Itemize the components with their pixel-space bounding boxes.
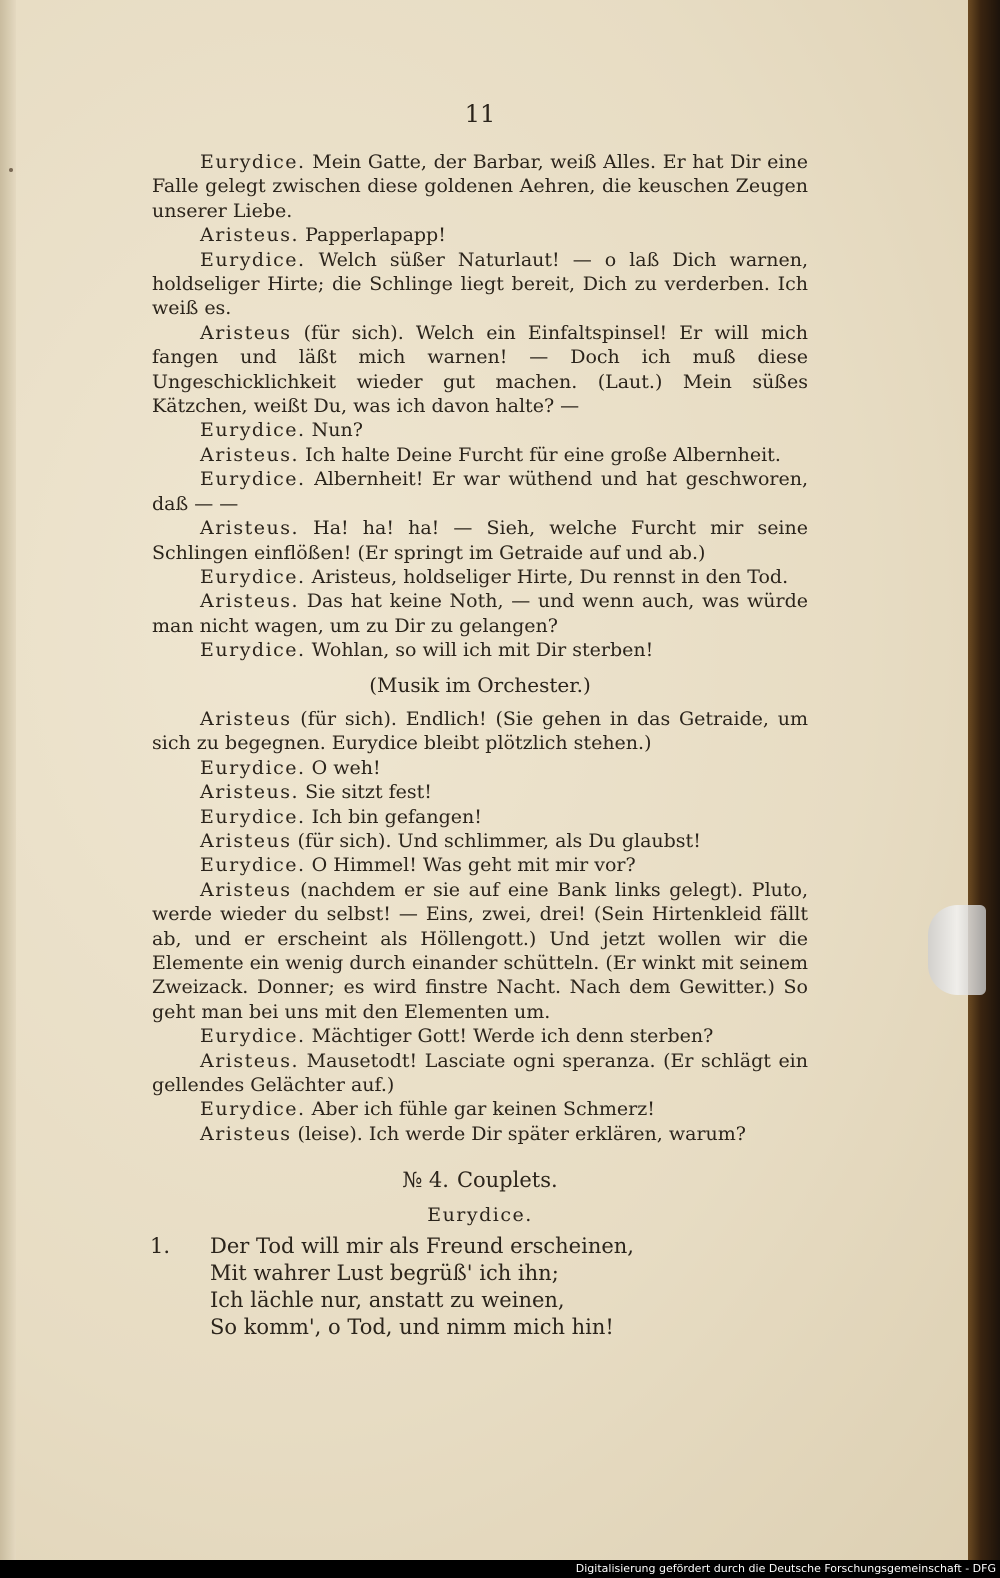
speaker-name: Eurydice. (200, 805, 306, 828)
dialogue-line (152, 516, 808, 565)
dialogue-line (152, 565, 808, 589)
stage-direction-music: (Musik im Orchester.) (369, 672, 591, 697)
dialogue-line (152, 589, 808, 638)
speaker-name: Aristeus. (200, 1049, 300, 1072)
dialogue-text: (leise). Ich werde Dir später erklären, warum? (297, 1122, 746, 1145)
dialogue-line (152, 467, 808, 516)
dialogue-line (152, 780, 808, 804)
speaker-name: Aristeus (200, 829, 292, 852)
dialogue-text: (für sich). Und schlimmer, als Du glaubst! (297, 829, 701, 852)
dialogue-text: O Himmel! Was geht mit mir vor? (311, 854, 636, 877)
dialogue-text: (für sich). Welch ein Einfaltspinsel! Er will mich fangen und läßt mich warnen! — Doch ich muß diese Ungeschicklichkeit wieder gut machen. (Laut.) Mein süßes Kätzchen, weißt Du, was ich davon halte? — (152, 321, 808, 418)
footer-bar (0, 1560, 1000, 1578)
song-role: Eurydice. (427, 1203, 533, 1226)
speaker-name: Eurydice. (200, 1098, 306, 1121)
speaker-name: Aristeus. (200, 517, 300, 540)
dialogue-line (152, 248, 808, 321)
dialogue-line (152, 707, 808, 756)
page-tab-clip (928, 905, 986, 995)
dialogue-line (152, 443, 808, 467)
book-spine (968, 0, 1000, 1560)
footer-credit: Digitalisierung gefördert durch die Deutsche Forschungsgemeinschaft - DFG (575, 1562, 996, 1575)
dialogue-line (152, 1024, 808, 1048)
dialogue-text: Mächtiger Gott! Werde ich denn sterben? (311, 1025, 714, 1048)
dialogue-line (152, 1097, 808, 1121)
page-body (152, 150, 808, 1341)
dialogue-text: Aristeus, holdseliger Hirte, Du rennst in den Tod. (311, 565, 789, 588)
verse-line: So komm', o Tod, und nimm mich hin! (210, 1315, 614, 1340)
dialogue-text: Nun? (311, 419, 363, 442)
dialogue-text: Sie sitzt fest! (305, 781, 432, 804)
speaker-name: Aristeus. (200, 224, 300, 247)
dialogue-text: Albernheit! Er war wüthend und hat geschworen, daß — — (152, 468, 808, 515)
dialogue-text: Mausetodt! Lasciate ogni speranza. (Er schlägt ein gellendes Gelächter auf.) (152, 1049, 809, 1097)
dialogue-line (152, 878, 808, 1024)
speaker-name: Aristeus (200, 321, 292, 344)
speaker-name: Eurydice. (200, 1025, 306, 1048)
verse-number: 1. (150, 1234, 171, 1259)
speaker-name: Aristeus (200, 707, 292, 730)
speaker-name: Eurydice. (200, 756, 306, 779)
dialogue-line (152, 756, 808, 780)
number-heading (152, 1168, 808, 1192)
speaker-name: Eurydice. (200, 854, 306, 877)
dialogue-text: Ha! ha! ha! — Sieh, welche Furcht mir seine Schlingen einflößen! (Er springt im Getraide auf und ab.) (152, 517, 808, 564)
verse-line: Der Tod will mir als Freund erscheinen, (210, 1234, 634, 1259)
dialogue-line (152, 853, 808, 877)
dialogue-line (152, 805, 808, 829)
page-gutter (0, 0, 16, 1560)
speaker-name: Aristeus. (200, 443, 300, 466)
dialogue-text: Das hat keine Noth, — und wenn auch, was würde man nicht wagen, um zu Dir zu gelangen? (152, 590, 808, 637)
dialogue-line (152, 418, 808, 442)
speaker-name: Eurydice. (200, 419, 306, 442)
dialogue-line (152, 223, 808, 247)
dialogue-text: Ich halte Deine Furcht für eine große Albernheit. (305, 443, 781, 466)
dialogue-text: Mein Gatte, der Barbar, weiß Alles. Er hat Dir eine Falle gelegt zwischen diese goldenen Aehren, die keuschen Zeugen unserer Liebe. (152, 151, 808, 222)
song-verse (150, 1233, 808, 1341)
speaker-name: Aristeus (200, 1122, 292, 1145)
margin-mark (9, 168, 13, 172)
dialogue-line (152, 1122, 808, 1146)
verse-line: Mit wahrer Lust begrüß' ich ihn; (210, 1261, 559, 1286)
verse-line: Ich lächle nur, anstatt zu weinen, (210, 1288, 565, 1313)
speaker-name: Eurydice. (200, 248, 306, 271)
page-number: 11 (464, 100, 496, 128)
dialogue-line (152, 1049, 808, 1098)
dialogue-text: Ich bin gefangen! (311, 805, 482, 828)
speaker-name: Eurydice. (200, 639, 306, 662)
dialogue-text: Wohlan, so will ich mit Dir sterben! (311, 639, 654, 662)
dialogue-text: (für sich). Endlich! (Sie gehen in das Getraide, um sich zu begegnen. Eurydice bleibt plötzlich stehen.) (152, 707, 808, 755)
dialogue-text: Aber ich fühle gar keinen Schmerz! (311, 1098, 655, 1121)
dialogue-text: O weh! (311, 756, 381, 779)
number-mark: № 4. (402, 1168, 449, 1193)
speaker-name: Eurydice. (200, 565, 306, 588)
number-title: Couplets. (456, 1168, 558, 1193)
speaker-name: Aristeus (200, 878, 292, 901)
dialogue-text: (nachdem er sie auf eine Bank links gelegt). Pluto, werde wieder du selbst! — Eins, zwei, drei! (Sein Hirtenkleid fällt ab, und er erscheint als Höllengott.) Und jetzt wollen wir die Elemente ein wenig durch einander schütteln. (Er winkt mit seinem Zweizack. Donner; es wird finstre Nacht. Nach dem Gewitter.) So geht man bei uns mit den Elementen um. (152, 878, 808, 1023)
speaker-name: Eurydice. (200, 468, 306, 491)
speaker-name: Eurydice. (200, 151, 306, 173)
speaker-name: Aristeus. (200, 590, 300, 613)
dialogue-line (152, 150, 808, 223)
dialogue-line (152, 829, 808, 853)
speaker-name: Aristeus. (200, 781, 300, 804)
dialogue-text: Papperlapapp! (305, 224, 446, 247)
dialogue-line (152, 321, 808, 419)
dialogue-text: Welch süßer Naturlaut! — o laß Dich warnen, holdseliger Hirte; die Schlinge liegt bereit, Dich zu verderben. Ich weiß es. (152, 248, 808, 320)
dialogue-line (152, 638, 808, 662)
